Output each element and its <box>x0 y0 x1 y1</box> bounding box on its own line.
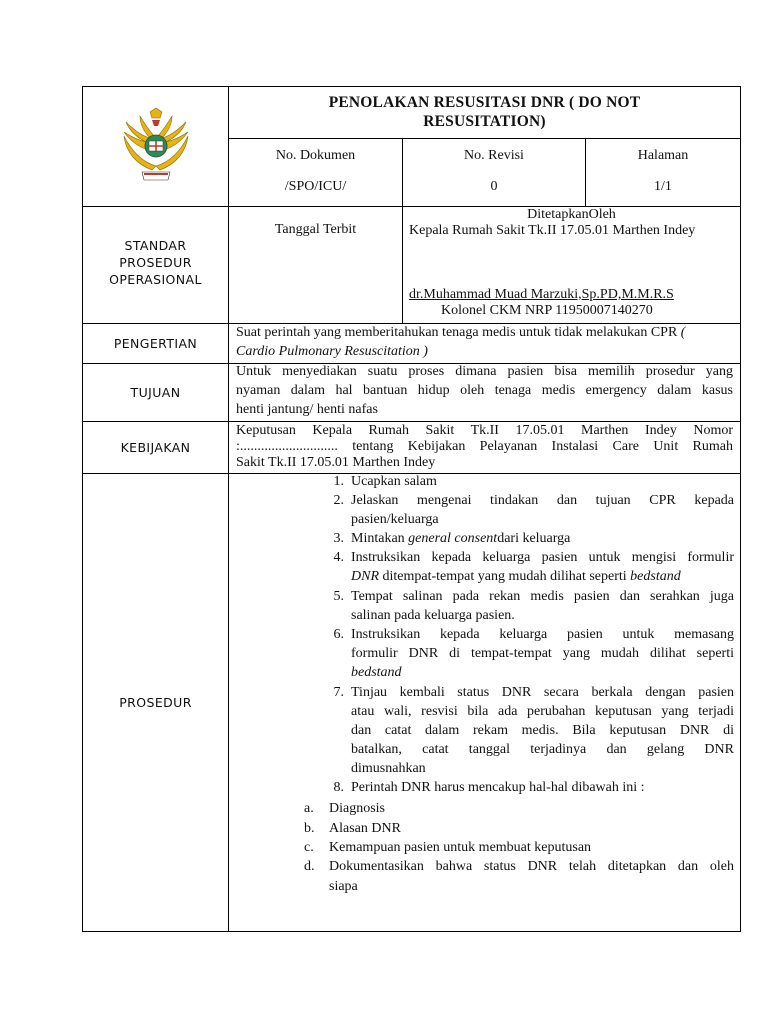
no-revisi-label: No. Revisi <box>464 148 524 163</box>
ditetapkan-oleh-label: DitetapkanOleh <box>527 207 616 222</box>
list-item-cont: siapa <box>329 879 358 894</box>
tanggal-terbit-label: Tanggal Terbit <box>274 222 357 237</box>
list-item-cont: dan catat dalam rekam medis. Bila keputusan DNR di <box>351 723 734 738</box>
document-title-line1: PENOLAKAN RESUSITASI DNR ( DO NOT <box>328 94 641 111</box>
table-border-right <box>740 86 741 932</box>
list-item-cont: pasien/keluarga <box>351 512 439 527</box>
header-title-divider <box>228 138 741 139</box>
prosedur-lettered-list <box>304 799 736 899</box>
list-item: 2. Jelaskan mengenai tindakan dan tujuan CPR kepada <box>333 493 734 508</box>
row-divider-4 <box>82 421 741 422</box>
kebijakan-line3: Sakit Tk.II 17.05.01 Marthen Indey <box>236 455 436 470</box>
tujuan-line3: henti jantung/ henti nafas <box>236 402 378 417</box>
list-item-cont: DNR ditempat-tempat yang mudah dilihat seperti bedstand <box>351 569 681 584</box>
list-item-cont: salinan pada keluarga pasien. <box>351 608 515 623</box>
pengertian-text: Suat perintah yang memberitahukan tenaga medis untuk tidak melakukan CPR <box>236 325 678 340</box>
spo-label-line1: STANDAR <box>124 238 187 253</box>
kebijakan-line2: :............................ tentang Kebijakan Pelayanan Instalasi Care Unit Rumah <box>236 439 733 454</box>
halaman-label: Halaman <box>637 148 689 163</box>
pengertian-paren: ( <box>680 325 686 340</box>
tujuan-label: TUJUAN <box>130 385 181 400</box>
no-dokumen-label: No. Dokumen <box>275 148 356 163</box>
signer-name: dr.Muhammad Muad Marzuki,Sp.PD,M.M.R.S <box>409 287 674 302</box>
list-item-cont: bedstand <box>351 665 402 680</box>
kebijakan-label: KEBIJAKAN <box>120 440 191 455</box>
list-item: 4. Instruksikan kepada keluarga pasien untuk mengisi formulir <box>333 550 734 565</box>
table-border-top <box>82 86 741 87</box>
row-divider-2 <box>82 323 741 324</box>
spo-label-line2: PROSEDUR <box>119 255 192 270</box>
list-item-cont: dimusnahkan <box>351 761 426 776</box>
list-item: 8. Perintah DNR harus mencakup hal-hal dibawah ini : <box>333 780 645 795</box>
spo-label-line3: OPERASIONAL <box>109 272 202 287</box>
list-item-cont: formulir DNR di tempat-tempat yang mudah dilihat seperti <box>351 646 734 661</box>
tujuan-line2: nyaman dalam hal bantuan hidup oleh tenaga medis emergency dalam kasus <box>236 383 733 398</box>
list-item: 6. Instruksikan kepada keluarga pasien untuk memasang <box>333 627 734 642</box>
list-item: c. Kemampuan pasien untuk membuat keputusan <box>304 840 592 855</box>
pengertian-line1 <box>236 325 685 341</box>
prosedur-label: PROSEDUR <box>119 695 192 710</box>
prosedur-numbered-list <box>326 472 736 795</box>
list-item: d. Dokumentasikan bahwa status DNR telah ditetapkan dan oleh <box>304 859 734 874</box>
document-title-line2: RESUSITATION) <box>423 113 546 130</box>
list-item-cont: atau wali, resvisi bila ada perubahan keputusan yang terjadi <box>351 704 734 719</box>
list-item: 5. Tempat salinan pada rekan medis pasien dan serahkan juga <box>333 589 734 604</box>
halaman-value: 1/1 <box>654 179 672 194</box>
list-item: 3. Mintakan general consentdari keluarga <box>333 531 571 546</box>
no-dokumen-value: /SPO/ICU/ <box>284 179 347 194</box>
list-item: 7. Tinjau kembali status DNR secara berkala dengan pasien <box>333 685 734 700</box>
pengertian-line2: Cardio Pulmonary Resuscitation ) <box>236 344 428 359</box>
list-item: 1. Ucapkan salam <box>333 474 437 489</box>
no-revisi-value: 0 <box>490 179 498 194</box>
kepala-rumah-sakit-text: Kepala Rumah Sakit Tk.II 17.05.01 Marthen Indey <box>409 223 696 238</box>
signer-rank: Kolonel CKM NRP 11950007140270 <box>441 303 653 318</box>
hospital-emblem-logo <box>116 106 196 188</box>
header-col-divider-1 <box>402 138 403 324</box>
table-border-bottom <box>82 931 741 932</box>
kebijakan-line1: Keputusan Kepala Rumah Sakit Tk.II 17.05.01 Marthen Indey Nomor <box>236 423 733 438</box>
table-border-left <box>82 86 83 932</box>
tujuan-line1: Untuk menyediakan suatu proses dimana pasien bisa memilih prosedur yang <box>236 364 733 379</box>
list-item: a. Diagnosis <box>304 801 385 816</box>
pengertian-label: PENGERTIAN <box>113 336 198 351</box>
list-item-cont: batalkan, catat tanggal terjadinya dan gelang DNR <box>351 742 734 757</box>
list-item: b. Alasan DNR <box>304 821 401 836</box>
table-divider-col <box>228 86 229 932</box>
